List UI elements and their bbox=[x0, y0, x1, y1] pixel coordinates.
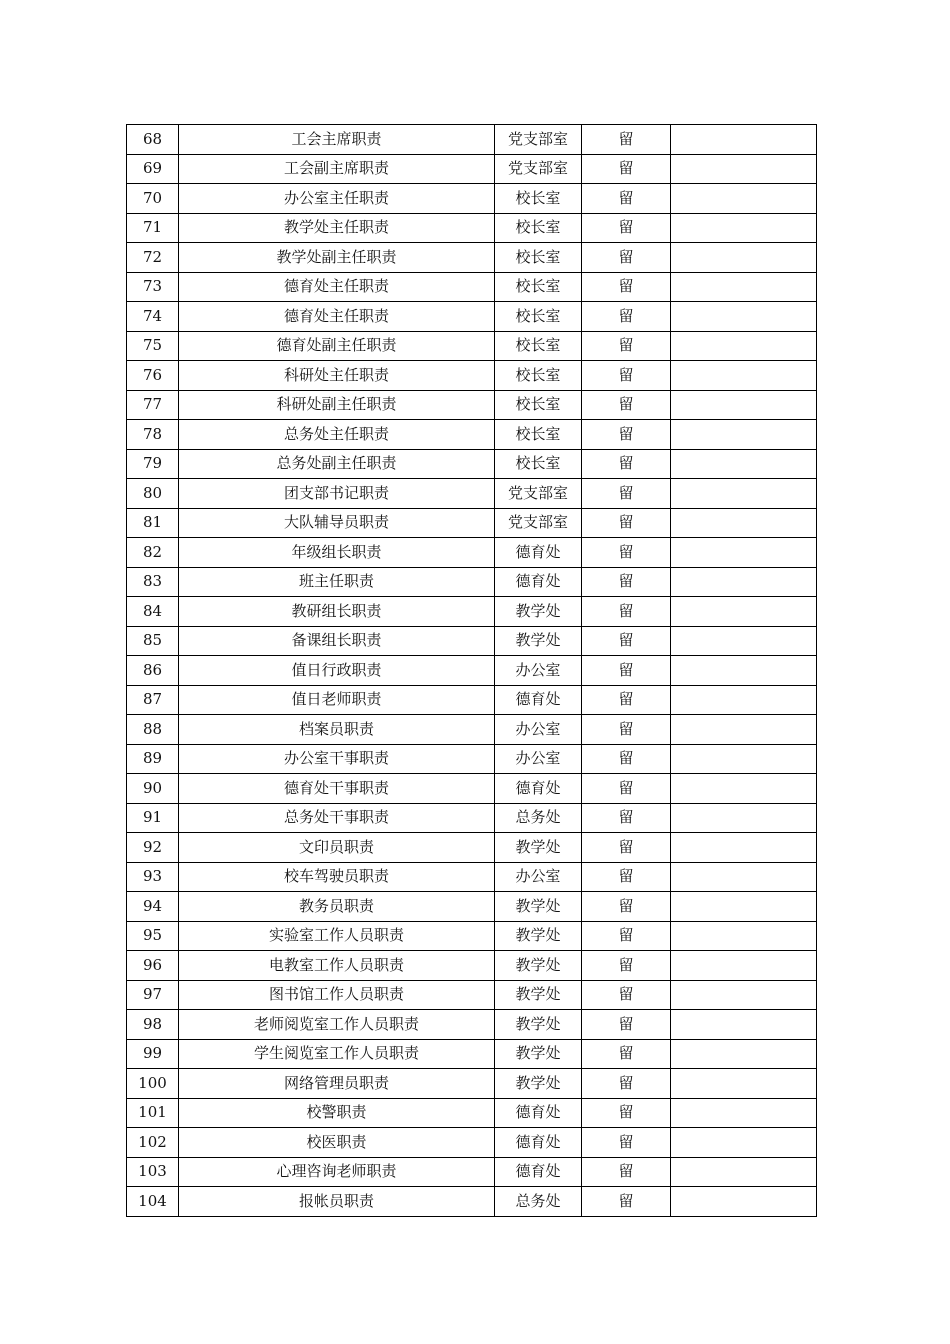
row-number-cell: 89 bbox=[127, 744, 179, 774]
row-number-cell: 71 bbox=[127, 213, 179, 243]
remark-cell bbox=[671, 420, 817, 450]
remark-cell bbox=[671, 626, 817, 656]
retain-status-cell: 留 bbox=[582, 833, 671, 863]
department-cell: 校长室 bbox=[495, 420, 582, 450]
row-number-cell: 92 bbox=[127, 833, 179, 863]
retain-status-cell: 留 bbox=[582, 508, 671, 538]
retain-status-cell: 留 bbox=[582, 626, 671, 656]
row-number-cell: 74 bbox=[127, 302, 179, 332]
duty-title-cell: 教学处主任职责 bbox=[179, 213, 495, 243]
retain-status-cell: 留 bbox=[582, 685, 671, 715]
table-row bbox=[127, 479, 817, 509]
retain-status-cell: 留 bbox=[582, 272, 671, 302]
retain-status-cell: 留 bbox=[582, 331, 671, 361]
table-row bbox=[127, 1187, 817, 1217]
retain-status-cell: 留 bbox=[582, 302, 671, 332]
table-row bbox=[127, 125, 817, 155]
remark-cell bbox=[671, 597, 817, 627]
remark-cell bbox=[671, 449, 817, 479]
department-cell: 教学处 bbox=[495, 833, 582, 863]
remark-cell bbox=[671, 862, 817, 892]
retain-status-cell: 留 bbox=[582, 567, 671, 597]
department-cell: 总务处 bbox=[495, 1187, 582, 1217]
department-cell: 教学处 bbox=[495, 980, 582, 1010]
table-row bbox=[127, 1098, 817, 1128]
duty-title-cell: 教研组长职责 bbox=[179, 597, 495, 627]
remark-cell bbox=[671, 715, 817, 745]
retain-status-cell: 留 bbox=[582, 1039, 671, 1069]
duty-title-cell: 电教室工作人员职责 bbox=[179, 951, 495, 981]
remark-cell bbox=[671, 1039, 817, 1069]
department-cell: 校长室 bbox=[495, 390, 582, 420]
department-cell: 党支部室 bbox=[495, 154, 582, 184]
department-cell: 校长室 bbox=[495, 331, 582, 361]
duty-title-cell: 报帐员职责 bbox=[179, 1187, 495, 1217]
duty-title-cell: 德育处干事职责 bbox=[179, 774, 495, 804]
table-row bbox=[127, 331, 817, 361]
department-cell: 德育处 bbox=[495, 1157, 582, 1187]
duty-title-cell: 档案员职责 bbox=[179, 715, 495, 745]
retain-status-cell: 留 bbox=[582, 1010, 671, 1040]
remark-cell bbox=[671, 980, 817, 1010]
row-number-cell: 77 bbox=[127, 390, 179, 420]
row-number-cell: 100 bbox=[127, 1069, 179, 1099]
retain-status-cell: 留 bbox=[582, 449, 671, 479]
table-row bbox=[127, 420, 817, 450]
duty-title-cell: 总务处副主任职责 bbox=[179, 449, 495, 479]
duty-title-cell: 年级组长职责 bbox=[179, 538, 495, 568]
department-cell: 校长室 bbox=[495, 184, 582, 214]
row-number-cell: 97 bbox=[127, 980, 179, 1010]
row-number-cell: 68 bbox=[127, 125, 179, 155]
department-cell: 校长室 bbox=[495, 361, 582, 391]
department-cell: 教学处 bbox=[495, 1039, 582, 1069]
row-number-cell: 90 bbox=[127, 774, 179, 804]
table-row bbox=[127, 656, 817, 686]
row-number-cell: 79 bbox=[127, 449, 179, 479]
retain-status-cell: 留 bbox=[582, 656, 671, 686]
row-number-cell: 101 bbox=[127, 1098, 179, 1128]
duty-title-cell: 团支部书记职责 bbox=[179, 479, 495, 509]
row-number-cell: 95 bbox=[127, 921, 179, 951]
table-row bbox=[127, 538, 817, 568]
table-row bbox=[127, 1069, 817, 1099]
department-cell: 校长室 bbox=[495, 213, 582, 243]
duty-title-cell: 校医职责 bbox=[179, 1128, 495, 1158]
retain-status-cell: 留 bbox=[582, 420, 671, 450]
duty-title-cell: 老师阅览室工作人员职责 bbox=[179, 1010, 495, 1040]
duty-title-cell: 科研处主任职责 bbox=[179, 361, 495, 391]
table-row bbox=[127, 449, 817, 479]
duty-title-cell: 教学处副主任职责 bbox=[179, 243, 495, 273]
table-row bbox=[127, 567, 817, 597]
retain-status-cell: 留 bbox=[582, 243, 671, 273]
table-row bbox=[127, 508, 817, 538]
row-number-cell: 86 bbox=[127, 656, 179, 686]
duty-title-cell: 学生阅览室工作人员职责 bbox=[179, 1039, 495, 1069]
remark-cell bbox=[671, 331, 817, 361]
table-row bbox=[127, 921, 817, 951]
department-cell: 校长室 bbox=[495, 272, 582, 302]
retain-status-cell: 留 bbox=[582, 361, 671, 391]
department-cell: 教学处 bbox=[495, 1069, 582, 1099]
remark-cell bbox=[671, 361, 817, 391]
table-row bbox=[127, 774, 817, 804]
table-row bbox=[127, 213, 817, 243]
retain-status-cell: 留 bbox=[582, 1157, 671, 1187]
remark-cell bbox=[671, 1010, 817, 1040]
duty-title-cell: 德育处主任职责 bbox=[179, 272, 495, 302]
retain-status-cell: 留 bbox=[582, 803, 671, 833]
row-number-cell: 83 bbox=[127, 567, 179, 597]
duty-title-cell: 校警职责 bbox=[179, 1098, 495, 1128]
remark-cell bbox=[671, 508, 817, 538]
remark-cell bbox=[671, 479, 817, 509]
retain-status-cell: 留 bbox=[582, 921, 671, 951]
duty-title-cell: 值日行政职责 bbox=[179, 656, 495, 686]
retain-status-cell: 留 bbox=[582, 479, 671, 509]
row-number-cell: 96 bbox=[127, 951, 179, 981]
department-cell: 校长室 bbox=[495, 302, 582, 332]
department-cell: 党支部室 bbox=[495, 508, 582, 538]
duty-title-cell: 工会主席职责 bbox=[179, 125, 495, 155]
row-number-cell: 87 bbox=[127, 685, 179, 715]
row-number-cell: 93 bbox=[127, 862, 179, 892]
duty-title-cell: 校车驾驶员职责 bbox=[179, 862, 495, 892]
retain-status-cell: 留 bbox=[582, 1069, 671, 1099]
table-body bbox=[127, 125, 817, 1217]
duty-title-cell: 文印员职责 bbox=[179, 833, 495, 863]
row-number-cell: 76 bbox=[127, 361, 179, 391]
table-row bbox=[127, 1128, 817, 1158]
row-number-cell: 94 bbox=[127, 892, 179, 922]
duty-title-cell: 实验室工作人员职责 bbox=[179, 921, 495, 951]
remark-cell bbox=[671, 390, 817, 420]
table-row bbox=[127, 302, 817, 332]
duty-title-cell: 教务员职责 bbox=[179, 892, 495, 922]
table-row bbox=[127, 272, 817, 302]
table-row bbox=[127, 803, 817, 833]
table-row bbox=[127, 892, 817, 922]
department-cell: 德育处 bbox=[495, 1128, 582, 1158]
row-number-cell: 73 bbox=[127, 272, 179, 302]
duty-title-cell: 总务处主任职责 bbox=[179, 420, 495, 450]
department-cell: 办公室 bbox=[495, 656, 582, 686]
table-row bbox=[127, 1039, 817, 1069]
remark-cell bbox=[671, 272, 817, 302]
retain-status-cell: 留 bbox=[582, 184, 671, 214]
document-page bbox=[126, 124, 816, 1217]
table-row bbox=[127, 1157, 817, 1187]
department-cell: 德育处 bbox=[495, 538, 582, 568]
row-number-cell: 80 bbox=[127, 479, 179, 509]
table-row bbox=[127, 744, 817, 774]
remark-cell bbox=[671, 243, 817, 273]
retain-status-cell: 留 bbox=[582, 862, 671, 892]
row-number-cell: 78 bbox=[127, 420, 179, 450]
row-number-cell: 104 bbox=[127, 1187, 179, 1217]
remark-cell bbox=[671, 951, 817, 981]
retain-status-cell: 留 bbox=[582, 390, 671, 420]
remark-cell bbox=[671, 1157, 817, 1187]
duty-title-cell: 德育处主任职责 bbox=[179, 302, 495, 332]
department-cell: 德育处 bbox=[495, 774, 582, 804]
retain-status-cell: 留 bbox=[582, 980, 671, 1010]
table-row bbox=[127, 154, 817, 184]
row-number-cell: 70 bbox=[127, 184, 179, 214]
department-cell: 教学处 bbox=[495, 597, 582, 627]
department-cell: 教学处 bbox=[495, 921, 582, 951]
row-number-cell: 103 bbox=[127, 1157, 179, 1187]
row-number-cell: 81 bbox=[127, 508, 179, 538]
remark-cell bbox=[671, 921, 817, 951]
remark-cell bbox=[671, 1128, 817, 1158]
remark-cell bbox=[671, 567, 817, 597]
remark-cell bbox=[671, 213, 817, 243]
duty-title-cell: 工会副主席职责 bbox=[179, 154, 495, 184]
retain-status-cell: 留 bbox=[582, 744, 671, 774]
row-number-cell: 85 bbox=[127, 626, 179, 656]
table-row bbox=[127, 1010, 817, 1040]
table-row bbox=[127, 626, 817, 656]
department-cell: 校长室 bbox=[495, 243, 582, 273]
department-cell: 教学处 bbox=[495, 951, 582, 981]
department-cell: 办公室 bbox=[495, 715, 582, 745]
department-cell: 办公室 bbox=[495, 744, 582, 774]
department-cell: 德育处 bbox=[495, 567, 582, 597]
row-number-cell: 72 bbox=[127, 243, 179, 273]
remark-cell bbox=[671, 656, 817, 686]
duty-title-cell: 网络管理员职责 bbox=[179, 1069, 495, 1099]
retain-status-cell: 留 bbox=[582, 1128, 671, 1158]
retain-status-cell: 留 bbox=[582, 1187, 671, 1217]
table-row bbox=[127, 951, 817, 981]
row-number-cell: 102 bbox=[127, 1128, 179, 1158]
department-cell: 总务处 bbox=[495, 803, 582, 833]
row-number-cell: 84 bbox=[127, 597, 179, 627]
retain-status-cell: 留 bbox=[582, 1098, 671, 1128]
row-number-cell: 98 bbox=[127, 1010, 179, 1040]
remark-cell bbox=[671, 774, 817, 804]
row-number-cell: 69 bbox=[127, 154, 179, 184]
department-cell: 教学处 bbox=[495, 892, 582, 922]
duty-title-cell: 大队辅导员职责 bbox=[179, 508, 495, 538]
remark-cell bbox=[671, 184, 817, 214]
duty-title-cell: 办公室主任职责 bbox=[179, 184, 495, 214]
table-row bbox=[127, 361, 817, 391]
department-cell: 党支部室 bbox=[495, 479, 582, 509]
duty-title-cell: 德育处副主任职责 bbox=[179, 331, 495, 361]
duty-table bbox=[126, 124, 817, 1217]
department-cell: 校长室 bbox=[495, 449, 582, 479]
retain-status-cell: 留 bbox=[582, 951, 671, 981]
remark-cell bbox=[671, 1069, 817, 1099]
department-cell: 党支部室 bbox=[495, 125, 582, 155]
table-row bbox=[127, 243, 817, 273]
remark-cell bbox=[671, 538, 817, 568]
retain-status-cell: 留 bbox=[582, 538, 671, 568]
table-row bbox=[127, 685, 817, 715]
duty-title-cell: 办公室干事职责 bbox=[179, 744, 495, 774]
row-number-cell: 91 bbox=[127, 803, 179, 833]
remark-cell bbox=[671, 803, 817, 833]
department-cell: 教学处 bbox=[495, 626, 582, 656]
retain-status-cell: 留 bbox=[582, 597, 671, 627]
remark-cell bbox=[671, 833, 817, 863]
retain-status-cell: 留 bbox=[582, 154, 671, 184]
duty-title-cell: 心理咨询老师职责 bbox=[179, 1157, 495, 1187]
remark-cell bbox=[671, 1187, 817, 1217]
remark-cell bbox=[671, 892, 817, 922]
duty-title-cell: 科研处副主任职责 bbox=[179, 390, 495, 420]
row-number-cell: 75 bbox=[127, 331, 179, 361]
duty-title-cell: 图书馆工作人员职责 bbox=[179, 980, 495, 1010]
row-number-cell: 99 bbox=[127, 1039, 179, 1069]
table-row bbox=[127, 715, 817, 745]
retain-status-cell: 留 bbox=[582, 213, 671, 243]
table-row bbox=[127, 597, 817, 627]
department-cell: 教学处 bbox=[495, 1010, 582, 1040]
department-cell: 办公室 bbox=[495, 862, 582, 892]
table-row bbox=[127, 862, 817, 892]
remark-cell bbox=[671, 744, 817, 774]
remark-cell bbox=[671, 1098, 817, 1128]
retain-status-cell: 留 bbox=[582, 125, 671, 155]
duty-title-cell: 班主任职责 bbox=[179, 567, 495, 597]
table-row bbox=[127, 833, 817, 863]
remark-cell bbox=[671, 685, 817, 715]
retain-status-cell: 留 bbox=[582, 892, 671, 922]
table-row bbox=[127, 184, 817, 214]
department-cell: 德育处 bbox=[495, 685, 582, 715]
remark-cell bbox=[671, 302, 817, 332]
duty-title-cell: 总务处干事职责 bbox=[179, 803, 495, 833]
retain-status-cell: 留 bbox=[582, 715, 671, 745]
retain-status-cell: 留 bbox=[582, 774, 671, 804]
row-number-cell: 88 bbox=[127, 715, 179, 745]
duty-title-cell: 值日老师职责 bbox=[179, 685, 495, 715]
table-row bbox=[127, 390, 817, 420]
duty-title-cell: 备课组长职责 bbox=[179, 626, 495, 656]
remark-cell bbox=[671, 154, 817, 184]
row-number-cell: 82 bbox=[127, 538, 179, 568]
department-cell: 德育处 bbox=[495, 1098, 582, 1128]
remark-cell bbox=[671, 125, 817, 155]
table-row bbox=[127, 980, 817, 1010]
